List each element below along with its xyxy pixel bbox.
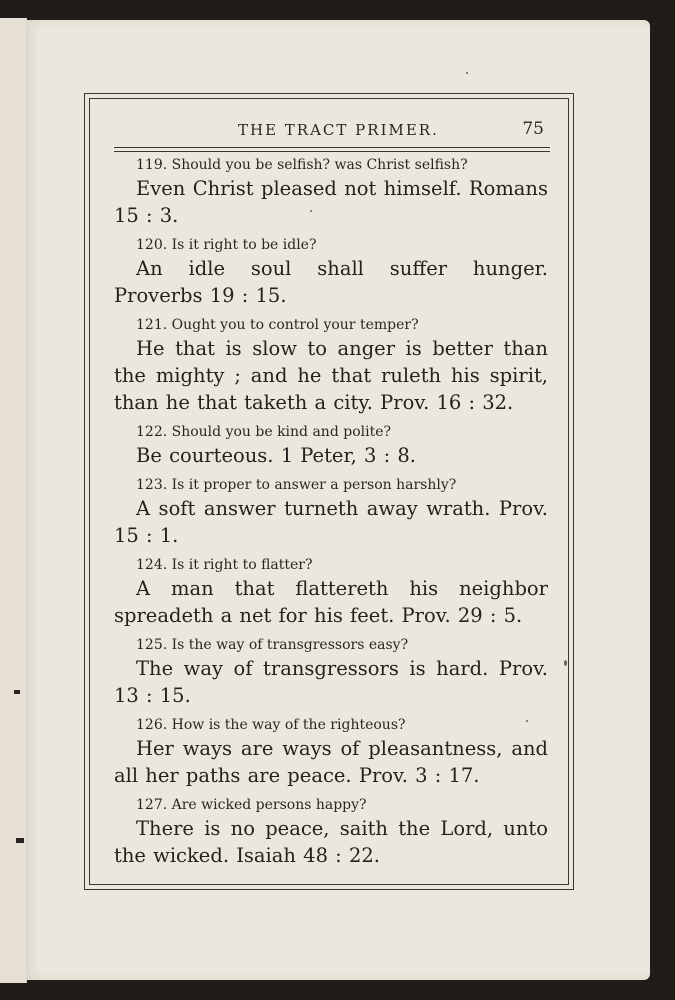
header-rule: [114, 151, 550, 152]
facing-page-edge: [0, 18, 27, 983]
paper-speck: [526, 720, 528, 722]
question: 122. Should you be kind and polite?: [136, 424, 391, 440]
answer: He that is slow to anger is better than the mighty ; and he that ruleth his spirit, than he that taketh a city. Prov. 16 : 32.: [114, 337, 548, 414]
page-number: 75: [522, 119, 544, 139]
answer: There is no peace, saith the Lord, unto the wicked. Isaiah 48 : 22.: [114, 817, 548, 867]
page-body: [114, 155, 548, 875]
page-border-inner: [89, 98, 569, 885]
question: 119. Should you be selfish? was Christ selfish?: [136, 157, 468, 173]
paper-speck: [466, 72, 468, 74]
running-title: THE TRACT PRIMER.: [238, 121, 439, 139]
question: 123. Is it proper to answer a person harshly?: [136, 477, 457, 493]
question: 125. Is the way of transgressors easy?: [136, 637, 409, 653]
answer: A man that flattereth his neighbor spreadeth a net for his feet. Prov. 29 : 5.: [114, 577, 548, 627]
question: 121. Ought you to control your temper?: [136, 317, 419, 333]
question: 126. How is the way of the righteous?: [136, 717, 406, 733]
answer: The way of transgressors is hard. Prov. 13 : 15.: [114, 657, 548, 707]
header-rule: [114, 147, 550, 148]
book-page: [26, 20, 650, 980]
answer: An idle soul shall suffer hunger. Proverbs 19 : 15.: [114, 257, 548, 307]
question: 124. Is it right to flatter?: [136, 557, 313, 573]
question: 120. Is it right to be idle?: [136, 237, 317, 253]
page-border-outer: [84, 93, 574, 890]
answer: Even Christ pleased not himself. Romans 15 : 3.: [114, 177, 548, 227]
question: 127. Are wicked persons happy?: [136, 797, 367, 813]
page-header: [120, 119, 544, 143]
answer: Her ways are ways of pleasantness, and all her paths are peace. Prov. 3 : 17.: [114, 737, 548, 787]
paper-speck: [564, 660, 567, 666]
paper-speck: [310, 210, 312, 212]
answer: A soft answer turneth away wrath. Prov. 15 : 1.: [114, 497, 548, 547]
page-mark: [14, 690, 20, 694]
answer: Be courteous. 1 Peter, 3 : 8.: [136, 444, 417, 467]
page-mark: [16, 838, 24, 843]
